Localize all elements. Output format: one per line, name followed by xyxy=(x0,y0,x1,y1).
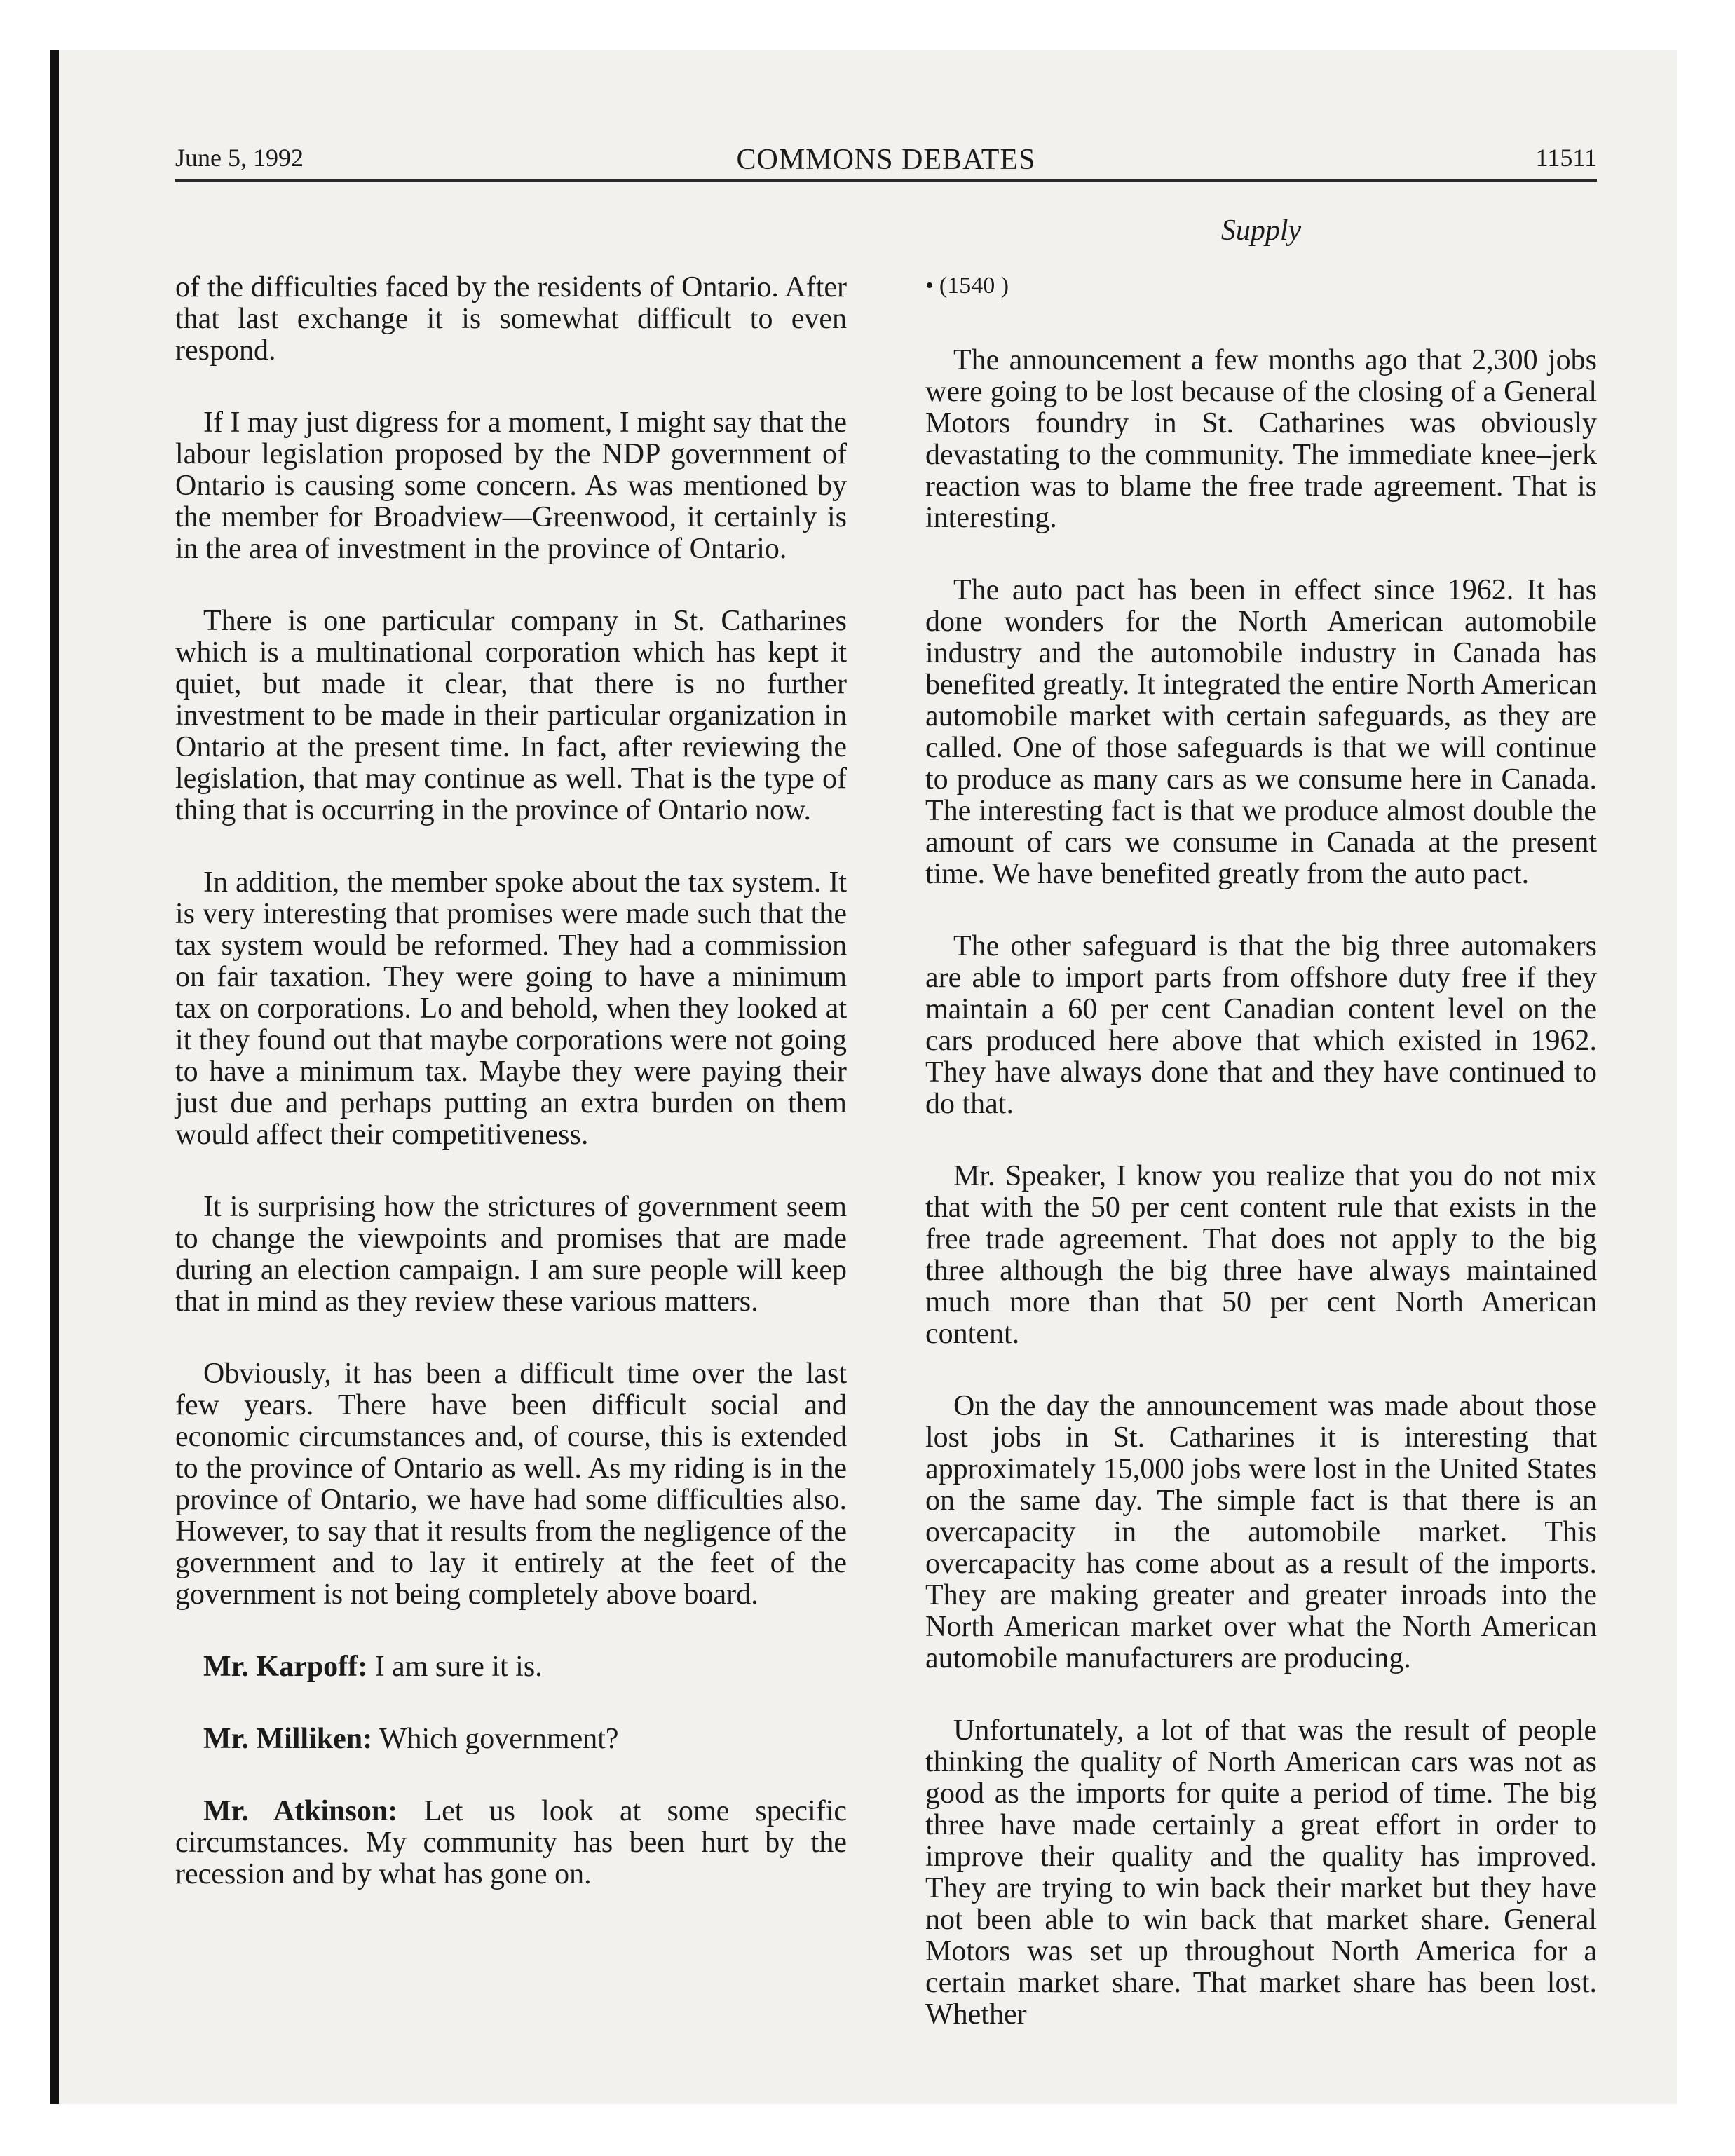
right-column xyxy=(925,272,1597,2071)
paragraph: If I may just digress for a moment, I might say that the labour legislation proposed by the NDP government of Ontario is causing some concern. As was mentioned by the member for Broadview—Greenwood, it certainly is in the area of investment in the province of Ontario. xyxy=(175,407,847,565)
paragraph: There is one particular company in St. Catharines which is a multinational corporation which has kept it quiet, but made it clear, that there is no further investment to be made in their particular organization in Ontario at the present time. In fact, after reviewing the legislation, that may continue as well. That is the type of thing that is occurring in the province of Ontario now. xyxy=(175,605,847,826)
scan-border xyxy=(50,50,59,2104)
speaker-exchange xyxy=(175,1796,847,1890)
header-page-number: 11511 xyxy=(1535,144,1597,172)
paragraph: of the difficulties faced by the residents of Ontario. After that last exchange it is somewhat difficult to even respond. xyxy=(175,271,847,367)
left-column xyxy=(175,272,847,1931)
header-title: COMMONS DEBATES xyxy=(736,144,1036,176)
speaker-text: Which government? xyxy=(379,1723,619,1755)
paragraph: The auto pact has been in effect since 1962. It has done wonders for the North American automobile industry and the automobile industry in Canada has benefited greatly. It integrated the entire North American automobile market with certain safeguards, as they are called. One of those safeguards is that we will continue to produce as many cars as we consume here in Canada. The interesting fact is that we produce almost double the amount of cars we consume in Canada at the present time. We have benefited greatly from the auto pact. xyxy=(925,574,1597,890)
speaker-exchange xyxy=(175,1651,847,1683)
speaker-name: Mr. Atkinson: xyxy=(203,1795,398,1827)
paragraph: Unfortunately, a lot of that was the result of people thinking the quality of North American cars was not as good as the imports for quite a period of time. The big three have made certainly a great effort in order to improve their quality and the quality has improved. They are trying to win back their market but they have not been able to win back that market share. General Motors was set up throughout North America for a certain market share. That market share has been lost. Whether xyxy=(925,1714,1597,2031)
paragraph: Mr. Speaker, I know you realize that you do not mix that with the 50 per cent content rule that exists in the free trade agreement. That does not apply to the big three although the big three have always maintained much more than that 50 per cent North American content. xyxy=(925,1160,1597,1350)
page-header xyxy=(175,139,1597,182)
paragraph: It is surprising how the strictures of government seem to change the viewpoints and promises that are made during an election campaign. I am sure people will keep that in mind as they review these various matters. xyxy=(175,1191,847,1318)
timestamp xyxy=(925,272,1597,300)
paragraph: The other safeguard is that the big three automakers are able to import parts from offshore duty free if they maintain a 60 per cent Canadian content level on the cars produced here above that which existed in 1962. They have always done that and they have continued to do that. xyxy=(925,930,1597,1120)
timestamp-text: (1540 ) xyxy=(939,273,1009,299)
paragraph: Obviously, it has been a difficult time over the last few years. There have been difficult social and economic circumstances and, of course, this is extended to the province of Ontario as well. As my riding is in the province of Ontario, we have had some difficulties also. However, to say that it results from the negligence of the government and to lay it entirely at the feet of the government is not being completely above board. xyxy=(175,1358,847,1611)
paragraph: The announcement a few months ago that 2,300 jobs were going to be lost because of the closing of a General Motors foundry in St. Catharines was obviously devastating to the community. The immediate knee–jerk reaction was to blame the free trade agreement. That is interesting. xyxy=(925,344,1597,534)
speaker-text: I am sure it is. xyxy=(374,1651,543,1683)
paragraph: In addition, the member spoke about the tax system. It is very interesting that promises were made such that the tax system would be reformed. They had a commission on fair taxation. They were going to have a minimum tax on corporations. Lo and behold, when they looked at it they found out that maybe corporations were not going to have a minimum tax. Maybe they were paying their just due and perhaps putting an extra burden on them would affect their competitiveness. xyxy=(175,866,847,1151)
section-title: Supply xyxy=(1220,214,1302,247)
paragraph: On the day the announcement was made about those lost jobs in St. Catharines it is interesting that approximately 15,000 jobs were lost in the United States on the same day. The simple fact is that there is an overcapacity in the automobile market. This overcapacity has come about as a result of the imports. They are making greater and greater inroads into the North American market over what the North American automobile manufacturers are producing. xyxy=(925,1390,1597,1674)
speaker-name: Mr. Karpoff: xyxy=(203,1651,368,1683)
speaker-exchange xyxy=(175,1724,847,1755)
header-date: June 5, 1992 xyxy=(175,144,304,172)
speaker-text: Let us look at some specific circumstances. My community has been hurt by the recession and by what has gone on. xyxy=(175,1795,848,1890)
speaker-name: Mr. Milliken: xyxy=(203,1723,373,1755)
bullet-icon: • xyxy=(925,273,934,299)
